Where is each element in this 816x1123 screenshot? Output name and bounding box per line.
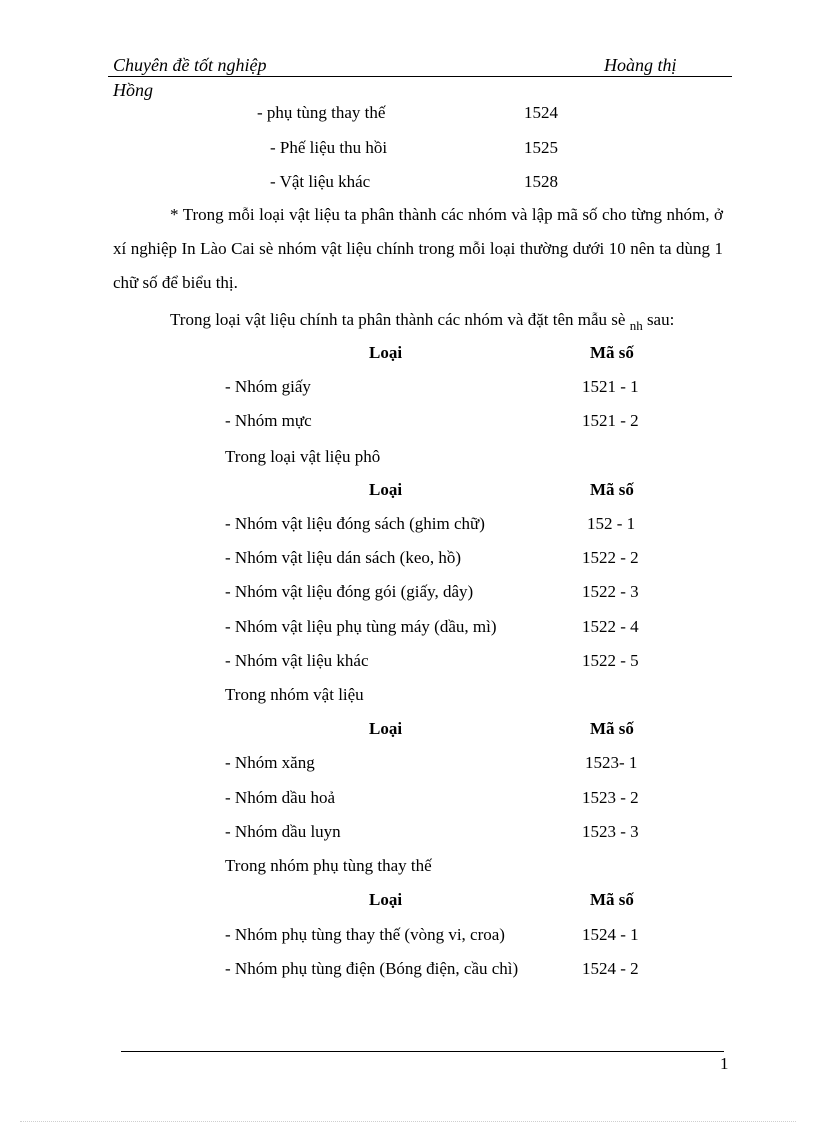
group-item-code: 1521 - 2 <box>582 411 639 430</box>
group-item-label: - Nhóm dầu hoả <box>225 788 336 807</box>
page-number: 1 <box>720 1054 729 1073</box>
paragraph-grouping: * Trong mỗi loại vật liệu ta phân thành các nhóm và lập mã số cho từng nhóm, ở xí nghiệp In Lào Cai sè nhóm vật liệu chính trong mỗi loại thường dưới 10 nên ta dùng 1 chữ số để biểu thị. <box>113 205 723 292</box>
group-item-code: 1523 - 2 <box>582 788 639 807</box>
paragraph-main-text: Trong loại vật liệu chính ta phân thành các nhóm và đặt tên mẫu sè <box>170 310 626 329</box>
group-item-label: - Nhóm phụ tùng điện (Bóng điện, cầu chì) <box>225 959 519 978</box>
paragraph-subscript: nh <box>629 318 643 333</box>
group-item-label: - Nhóm vật liệu khác <box>225 651 369 670</box>
account-label: - Vật liệu khác <box>270 172 371 191</box>
group-item-label: - Nhóm vật liệu đóng gói (giấy, dây) <box>225 582 474 601</box>
column-header-type: Loại <box>369 480 403 499</box>
paragraph-tail: sau: <box>646 310 675 329</box>
account-code: 1528 <box>524 172 558 191</box>
group-item-code: 1523- 1 <box>585 753 638 772</box>
group-item-code: 1523 - 3 <box>582 822 639 841</box>
column-header-code: Mã số <box>590 890 634 909</box>
group-item-code: 1522 - 4 <box>582 617 639 636</box>
account-label: - Phế liệu thu hồi <box>270 138 388 157</box>
group-item-label: - Nhóm giấy <box>225 377 311 396</box>
column-header-type: Loại <box>369 343 403 362</box>
group-item-code: 1522 - 5 <box>582 651 639 670</box>
group-item-code: 1524 - 1 <box>582 925 639 944</box>
column-header-type: Loại <box>369 719 403 738</box>
group-item-code: 1522 - 3 <box>582 582 639 601</box>
group-item-code: 1521 - 1 <box>582 377 639 396</box>
header-rule <box>108 76 732 77</box>
footer-rule <box>121 1051 724 1052</box>
group-item-label: - Nhóm vật liệu đóng sách (ghim chữ) <box>225 514 485 533</box>
group-item-label: - Nhóm vật liệu phụ tùng máy (dầu, mì) <box>225 617 497 636</box>
column-header-code: Mã số <box>590 480 634 499</box>
group-item-label: - Nhóm dầu luyn <box>225 822 341 841</box>
column-header-code: Mã số <box>590 343 634 362</box>
header-author-continuation: Hồng <box>113 80 153 100</box>
group-item-code: 152 - 1 <box>587 514 636 533</box>
group-title: Trong nhóm vật liệu <box>225 685 364 704</box>
group-item-label: - Nhóm phụ tùng thay thế (vòng vi, croa) <box>225 925 505 944</box>
group-title: Trong nhóm phụ tùng thay thế <box>225 856 432 875</box>
header-author: Hoàng thị <box>604 55 677 75</box>
group-title: Trong loại vật liệu phô <box>225 447 381 466</box>
column-header-type: Loại <box>369 890 403 909</box>
group-item-code: 1522 - 2 <box>582 548 639 567</box>
header-title: Chuyên đề tốt nghiệp <box>113 55 267 75</box>
group-item-label: - Nhóm mực <box>225 411 312 430</box>
account-label: - phụ tùng thay thế <box>257 103 386 122</box>
group-item-label: - Nhóm vật liệu dán sách (keo, hồ) <box>225 548 462 567</box>
group-item-code: 1524 - 2 <box>582 959 639 978</box>
account-code: 1525 <box>524 138 558 157</box>
paragraph-main-materials <box>170 310 674 331</box>
group-item-label: - Nhóm xăng <box>225 753 315 772</box>
account-code: 1524 <box>524 103 558 122</box>
page-edge-dotted-line <box>20 1121 796 1122</box>
column-header-code: Mã số <box>590 719 634 738</box>
